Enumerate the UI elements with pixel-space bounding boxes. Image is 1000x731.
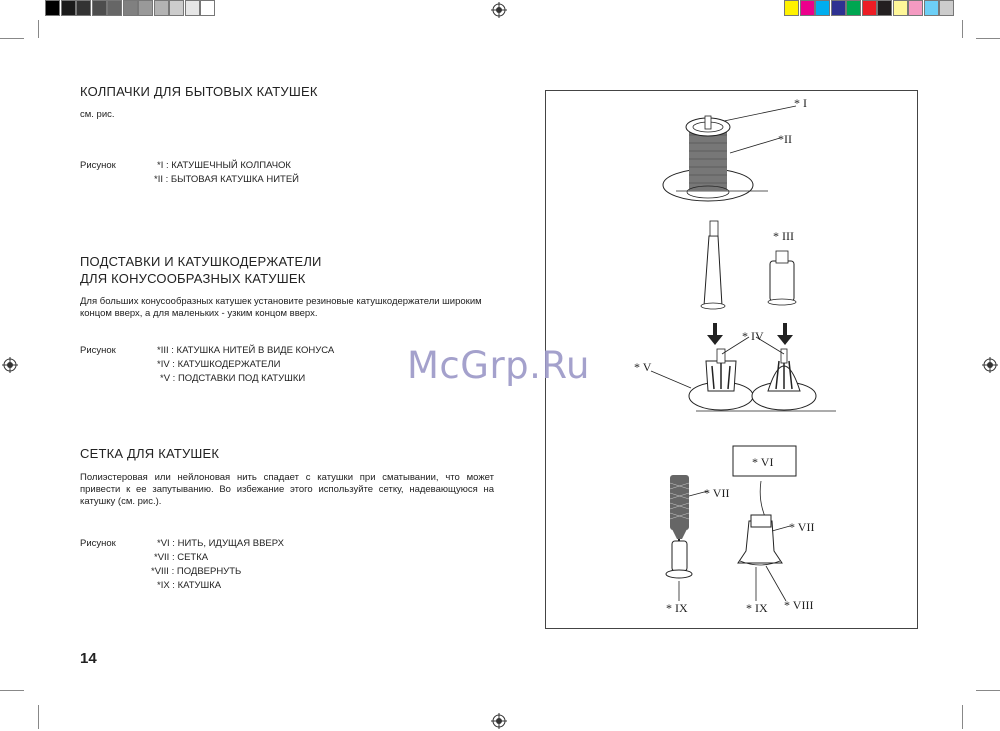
legend-item: *II : БЫТОВАЯ КАТУШКА НИТЕЙ <box>154 174 300 185</box>
figure-label-i: * I <box>794 96 807 110</box>
legend-item: *VIII : ПОДВЕРНУТЬ <box>151 566 242 577</box>
spool-holders-illustration <box>651 337 836 411</box>
figure-label: Рисунок <box>80 160 116 171</box>
crop-mark <box>0 38 24 39</box>
figure-label: Рисунок <box>80 538 116 549</box>
household-spool-illustration <box>663 106 796 201</box>
calibration-swatch <box>169 0 184 16</box>
figure-illustration <box>546 91 919 630</box>
figure-label-ix: * IX <box>746 601 768 615</box>
calibration-swatch <box>138 0 153 16</box>
registration-mark-left <box>2 357 18 373</box>
legend-item: *I : КАТУШЕЧНЫЙ КОЛПАЧОК <box>157 160 291 171</box>
crop-mark <box>976 690 1000 691</box>
section-text-line: концом вверх, а для маленьких - узким концом вверх. <box>80 308 318 319</box>
calibration-swatch <box>154 0 169 16</box>
calibration-swatch <box>92 0 107 16</box>
watermark: McGrp.Ru <box>407 344 590 387</box>
section-title-spool-net: СЕТКА ДЛЯ КАТУШЕК <box>80 446 220 461</box>
legend-item: *VI : НИТЬ, ИДУЩАЯ ВВЕРХ <box>157 538 284 549</box>
calibration-swatch <box>784 0 799 16</box>
section-text-line: катушку (см. рис.). <box>80 496 162 507</box>
crop-mark <box>962 705 963 729</box>
calibration-swatch <box>815 0 830 16</box>
calibration-swatch <box>893 0 908 16</box>
legend-item: *VII : СЕТКА <box>154 552 209 563</box>
calibration-swatch <box>107 0 122 16</box>
calibration-swatch <box>200 0 215 16</box>
calibration-swatch <box>185 0 200 16</box>
calibration-swatch <box>924 0 939 16</box>
spool-net-illustration <box>666 475 708 601</box>
figure-label-ix: * IX <box>666 601 688 615</box>
legend-item: *III : КАТУШКА НИТЕЙ В ВИДЕ КОНУСА <box>157 345 335 356</box>
crop-mark <box>962 20 963 38</box>
folded-net-illustration <box>738 481 790 601</box>
page-number: 14 <box>80 650 97 667</box>
figure-label-vii: * VII <box>704 486 730 500</box>
crop-mark <box>0 690 24 691</box>
calibration-swatch <box>61 0 76 16</box>
registration-mark-top <box>491 2 507 18</box>
figure-label-vii: * VII <box>789 520 815 534</box>
figure-label-ii: *II <box>778 132 792 146</box>
figure-label-iv: * IV <box>742 329 764 343</box>
legend-item: *IX : КАТУШКА <box>157 580 222 591</box>
legend-item: *IV : КАТУШКОДЕРЖАТЕЛИ <box>157 359 281 370</box>
calibration-swatch <box>939 0 954 16</box>
section-text-line: привести к ее запутыванию. Во избежание этого используйте сетку, надевающуюся на <box>80 484 494 495</box>
section-text-line: Полиэстеровая или нейлоновая нить спадает с катушки при сматывании, что может <box>80 472 494 483</box>
calibration-swatch <box>831 0 846 16</box>
figure-label-viii: * VIII <box>784 598 814 612</box>
calibration-swatch <box>123 0 138 16</box>
registration-mark-bottom <box>491 713 507 729</box>
crop-mark <box>38 20 39 38</box>
calibration-swatch <box>862 0 877 16</box>
calibration-swatch <box>908 0 923 16</box>
calibration-swatch <box>45 0 60 16</box>
section-title-line: ДЛЯ КОНУСООБРАЗНЫХ КАТУШЕК <box>80 271 306 286</box>
section-title-line: ПОДСТАВКИ И КАТУШКОДЕРЖАТЕЛИ <box>80 254 322 269</box>
crop-mark <box>976 38 1000 39</box>
calibration-swatch <box>877 0 892 16</box>
section-text-line: Для больших конусообразных катушек установите резиновые катушкодержатели широким <box>80 296 482 307</box>
figure-label: Рисунок <box>80 345 116 356</box>
section-text: см. рис. <box>80 109 115 120</box>
figure-label-vi: * VI <box>752 455 774 469</box>
section-title-spool-caps: КОЛПАЧКИ ДЛЯ БЫТОВЫХ КАТУШЕК <box>80 84 318 99</box>
registration-mark-right <box>982 357 998 373</box>
legend-item: *V : ПОДСТАВКИ ПОД КАТУШКИ <box>160 373 306 384</box>
calibration-swatch <box>76 0 91 16</box>
calibration-swatch <box>800 0 815 16</box>
figure-panel <box>545 90 918 629</box>
crop-mark <box>38 705 39 729</box>
calibration-swatch <box>846 0 861 16</box>
figure-label-v: * V <box>634 360 652 374</box>
figure-label-iii: * III <box>773 229 794 243</box>
